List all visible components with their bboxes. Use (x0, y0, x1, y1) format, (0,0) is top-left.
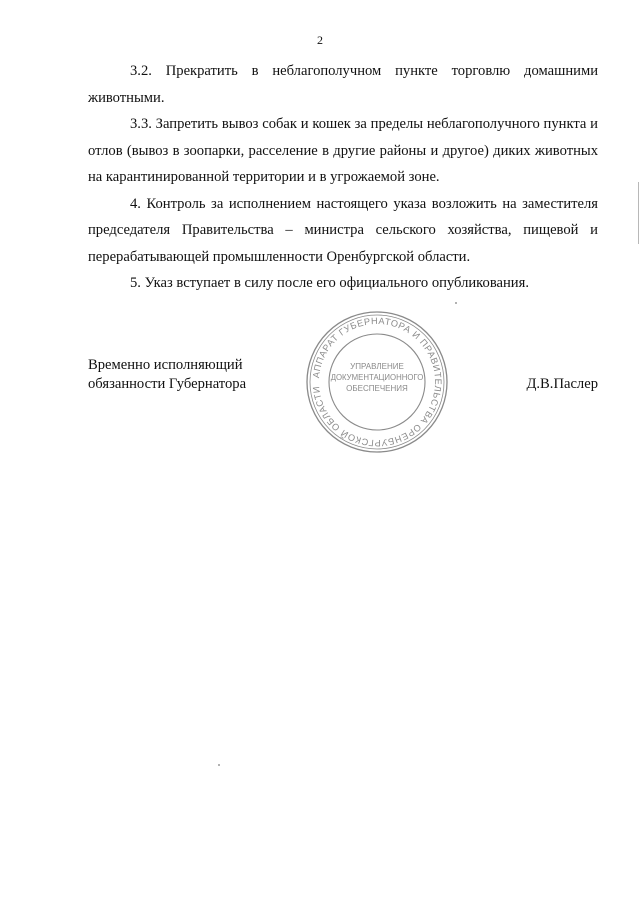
page-number: 2 (317, 33, 323, 47)
signature-position-line-2: обязанности Губернатора (88, 376, 247, 392)
scan-speck (455, 302, 457, 304)
paragraph-5: 5. Указ вступает в силу после его официального опубликования. (130, 275, 529, 291)
official-stamp (304, 309, 450, 455)
paragraph-3-3: 3.3. Запретить вывоз собак и кошек за пределы неблагополучного пункта и отлов (вывоз в зоопарки, расселение в другие районы и другое) диких животных на карантинированной территории и в угрожаемой зоне. (88, 116, 598, 185)
stamp-inner-line-3: ОБЕСПЕЧЕНИЯ (346, 384, 408, 393)
document-body (88, 58, 598, 297)
stamp-outer-text-path: АППАРАТ ГУБЕРНАТОРА И ПРАВИТЕЛЬСТВА ОРЕНБУРГСКОЙ ОБЛАСТИ (311, 315, 444, 449)
paragraph-4: 4. Контроль за исполнением настоящего указа возложить на заместителя председателя Правительства – министра сельского хозяйства, пищевой и перерабатывающей промышленности Оренбургской области. (88, 195, 598, 265)
signature-name: Д.В.Паслер (526, 376, 598, 392)
stamp-outer-ring-inner (310, 315, 444, 449)
paragraph-3-2: 3.2. Прекратить в неблагополучном пункте торговлю домашними животными. (88, 63, 598, 106)
stamp-inner-line-1: УПРАВЛЕНИЕ (350, 362, 404, 371)
stamp-inner-ring (329, 334, 425, 430)
signature-position (88, 356, 246, 394)
stamp-inner-line-2: ДОКУМЕНТАЦИОННОГО (330, 373, 424, 382)
scan-edge-mark (638, 182, 639, 244)
signature-position-line-1: Временно исполняющий (88, 357, 243, 373)
stamp-outer-ring (307, 312, 447, 452)
scan-speck (218, 764, 220, 766)
